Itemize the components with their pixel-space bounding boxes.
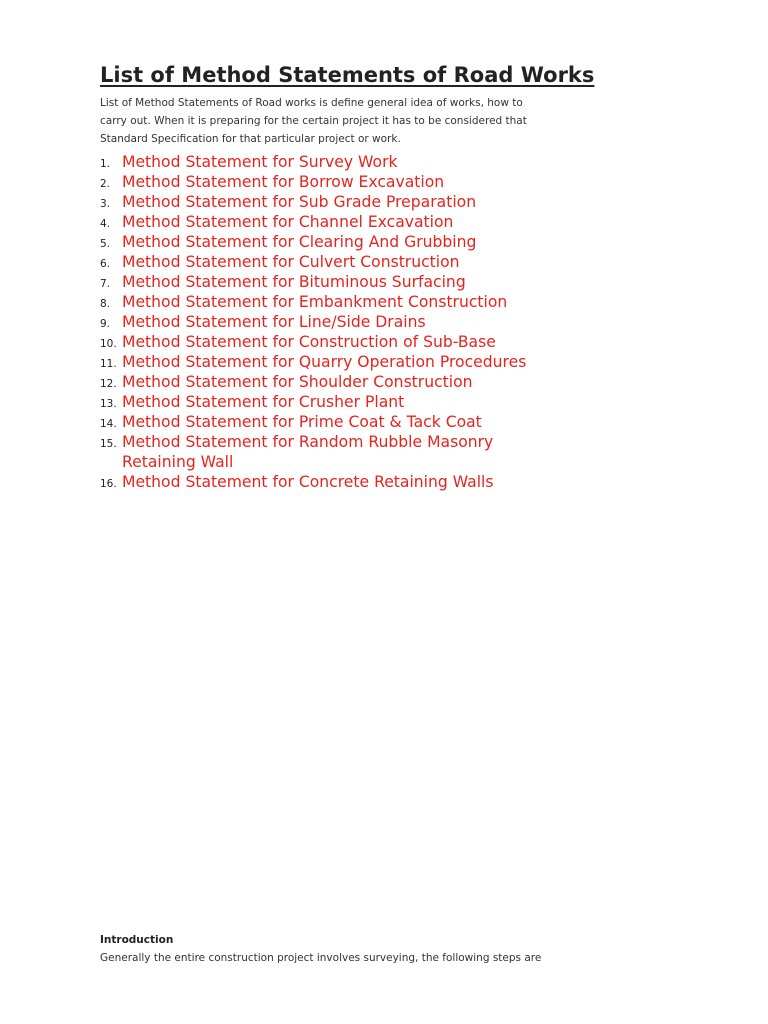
method-statement-label[interactable]: Method Statement for Crusher Plant [122,393,405,411]
method-statement-list [100,152,660,492]
method-statement-link[interactable] [100,152,542,172]
method-statement-label[interactable]: Method Statement for Quarry Operation Procedures [122,353,527,371]
list-number: 1. [100,158,111,170]
list-number: 13. [100,398,117,410]
method-statement-label[interactable]: Method Statement for Shoulder Construction [122,373,473,391]
list-number: 5. [100,238,111,250]
method-statement-link[interactable] [100,372,542,392]
method-statement-label[interactable]: Method Statement for Bituminous Surfacing [122,273,466,291]
list-number: 10. [100,338,117,350]
list-number: 11. [100,358,117,370]
document-page [100,62,660,492]
method-statement-label[interactable]: Method Statement for Construction of Sub-Base [122,333,496,351]
method-statement-label[interactable]: Method Statement for Channel Excavation [122,213,454,231]
method-statement-label[interactable]: Method Statement for Random Rubble Masonry Retaining Wall [122,433,494,471]
list-number: 4. [100,218,111,230]
method-statement-link[interactable] [100,312,542,332]
method-statement-label[interactable]: Method Statement for Prime Coat & Tack Coat [122,413,482,431]
method-statement-label[interactable]: Method Statement for Culvert Construction [122,253,460,271]
introduction-heading: Introduction [100,934,174,946]
method-statement-link[interactable] [100,172,542,192]
method-statement-label[interactable]: Method Statement for Clearing And Grubbing [122,233,477,251]
method-statement-link[interactable] [100,392,542,412]
method-statement-link[interactable] [100,352,542,372]
list-number: 8. [100,298,111,310]
method-statement-link[interactable] [100,332,542,352]
list-number: 12. [100,378,117,390]
introduction-section [100,932,660,968]
method-statement-link[interactable] [100,272,542,292]
list-number: 7. [100,278,111,290]
method-statement-link[interactable] [100,412,542,432]
list-number: 15. [100,438,117,450]
method-statement-label[interactable]: Method Statement for Embankment Construction [122,293,508,311]
method-statement-link[interactable] [100,232,542,252]
page-title: List of Method Statements of Road Works [100,63,595,87]
method-statement-link[interactable] [100,432,542,472]
method-statement-link[interactable] [100,472,542,492]
method-statement-label[interactable]: Method Statement for Borrow Excavation [122,173,445,191]
method-statement-link[interactable] [100,292,542,312]
list-number: 3. [100,198,111,210]
method-statement-label[interactable]: Method Statement for Survey Work [122,153,398,171]
method-statement-label[interactable]: Method Statement for Sub Grade Preparation [122,193,477,211]
method-statement-label[interactable]: Method Statement for Line/Side Drains [122,313,426,331]
list-number: 2. [100,178,111,190]
method-statement-link[interactable] [100,252,542,272]
intro-paragraph: List of Method Statements of Road works is define general idea of works, how to carry out. When it is preparing for the certain project it has to be considered that Standard Specification for that particular project or work. [100,97,527,145]
method-statement-label[interactable]: Method Statement for Concrete Retaining Walls [122,473,494,491]
method-statement-link[interactable] [100,192,542,212]
method-statement-link[interactable] [100,212,542,232]
list-number: 6. [100,258,111,270]
list-number: 14. [100,418,117,430]
introduction-text: Generally the entire construction project involves surveying, the following steps are [100,952,542,964]
list-number: 9. [100,318,111,330]
list-number: 16. [100,478,117,490]
